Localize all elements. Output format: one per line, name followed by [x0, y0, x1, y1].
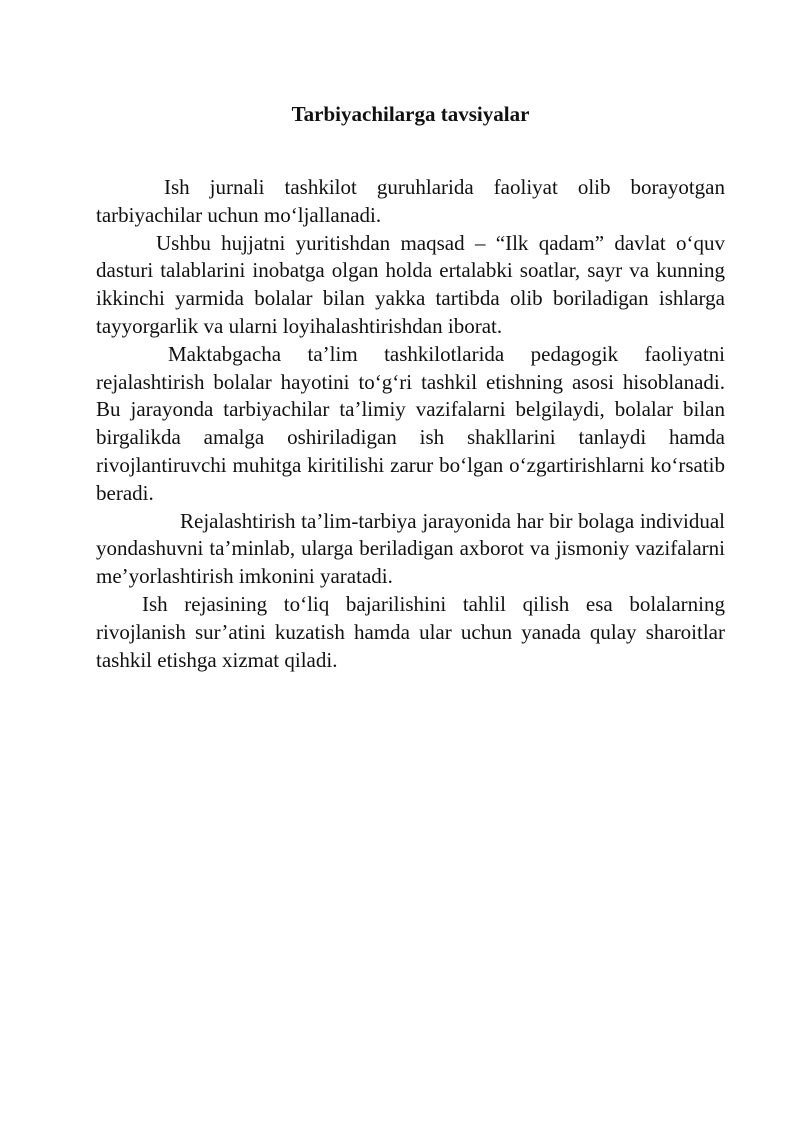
paragraph-1: Ish jurnali tashkilot guruhlarida faoliyat olib borayotgan tarbiyachilar uchun mo‘ljallanadi.	[96, 175, 725, 227]
paragraph-4: Rejalashtirish ta’lim-tarbiya jarayonida har bir bolaga individual yondashuvni ta’minlab, ularga beriladigan axborot va jismoniy vazifalarni me’yorlashtirish imkonini yaratadi.	[96, 508, 725, 589]
paragraph-3: Maktabgacha ta’lim tashkilotlarida pedagogik faoliyatni rejalashtirish bolalar hayotini to‘g‘ri tashkil etishning asosi hisoblanadi. Bu jarayonda tarbiyachilar ta’limiy vazifalarni belgilaydi, bolalar bilan birgalikda amalga oshiriladigan ish shakllarini tanlaydi hamda rivojlantiruvchi muhitga kiritilishi zarur bo‘lgan o‘zgartirishlarni ko‘rsatib beradi.	[96, 341, 725, 505]
paragraph-5: Ish rejasining to‘liq bajarilishini tahlil qilish esa bolalarning rivojlanish sur’atini kuzatish hamda ular uchun yanada qulay sharoitlar tashkil etishga xizmat qiladi.	[96, 591, 725, 672]
paragraph-2: Ushbu hujjatni yuritishdan maqsad – “Ilk qadam” davlat o‘quv dasturi talablarini inobatga olgan holda ertalabki soatlar, sayr va kunning ikkinchi yarmida bolalar bilan yakka tartibda olib boriladigan ishlarga tayyorgarlik va ularni loyihalashtirishdan iborat.	[96, 230, 725, 338]
document-title: Tarbiyachilarga tavsiyalar	[291, 102, 530, 126]
document-page	[96, 0, 725, 674]
document-body	[96, 174, 725, 674]
